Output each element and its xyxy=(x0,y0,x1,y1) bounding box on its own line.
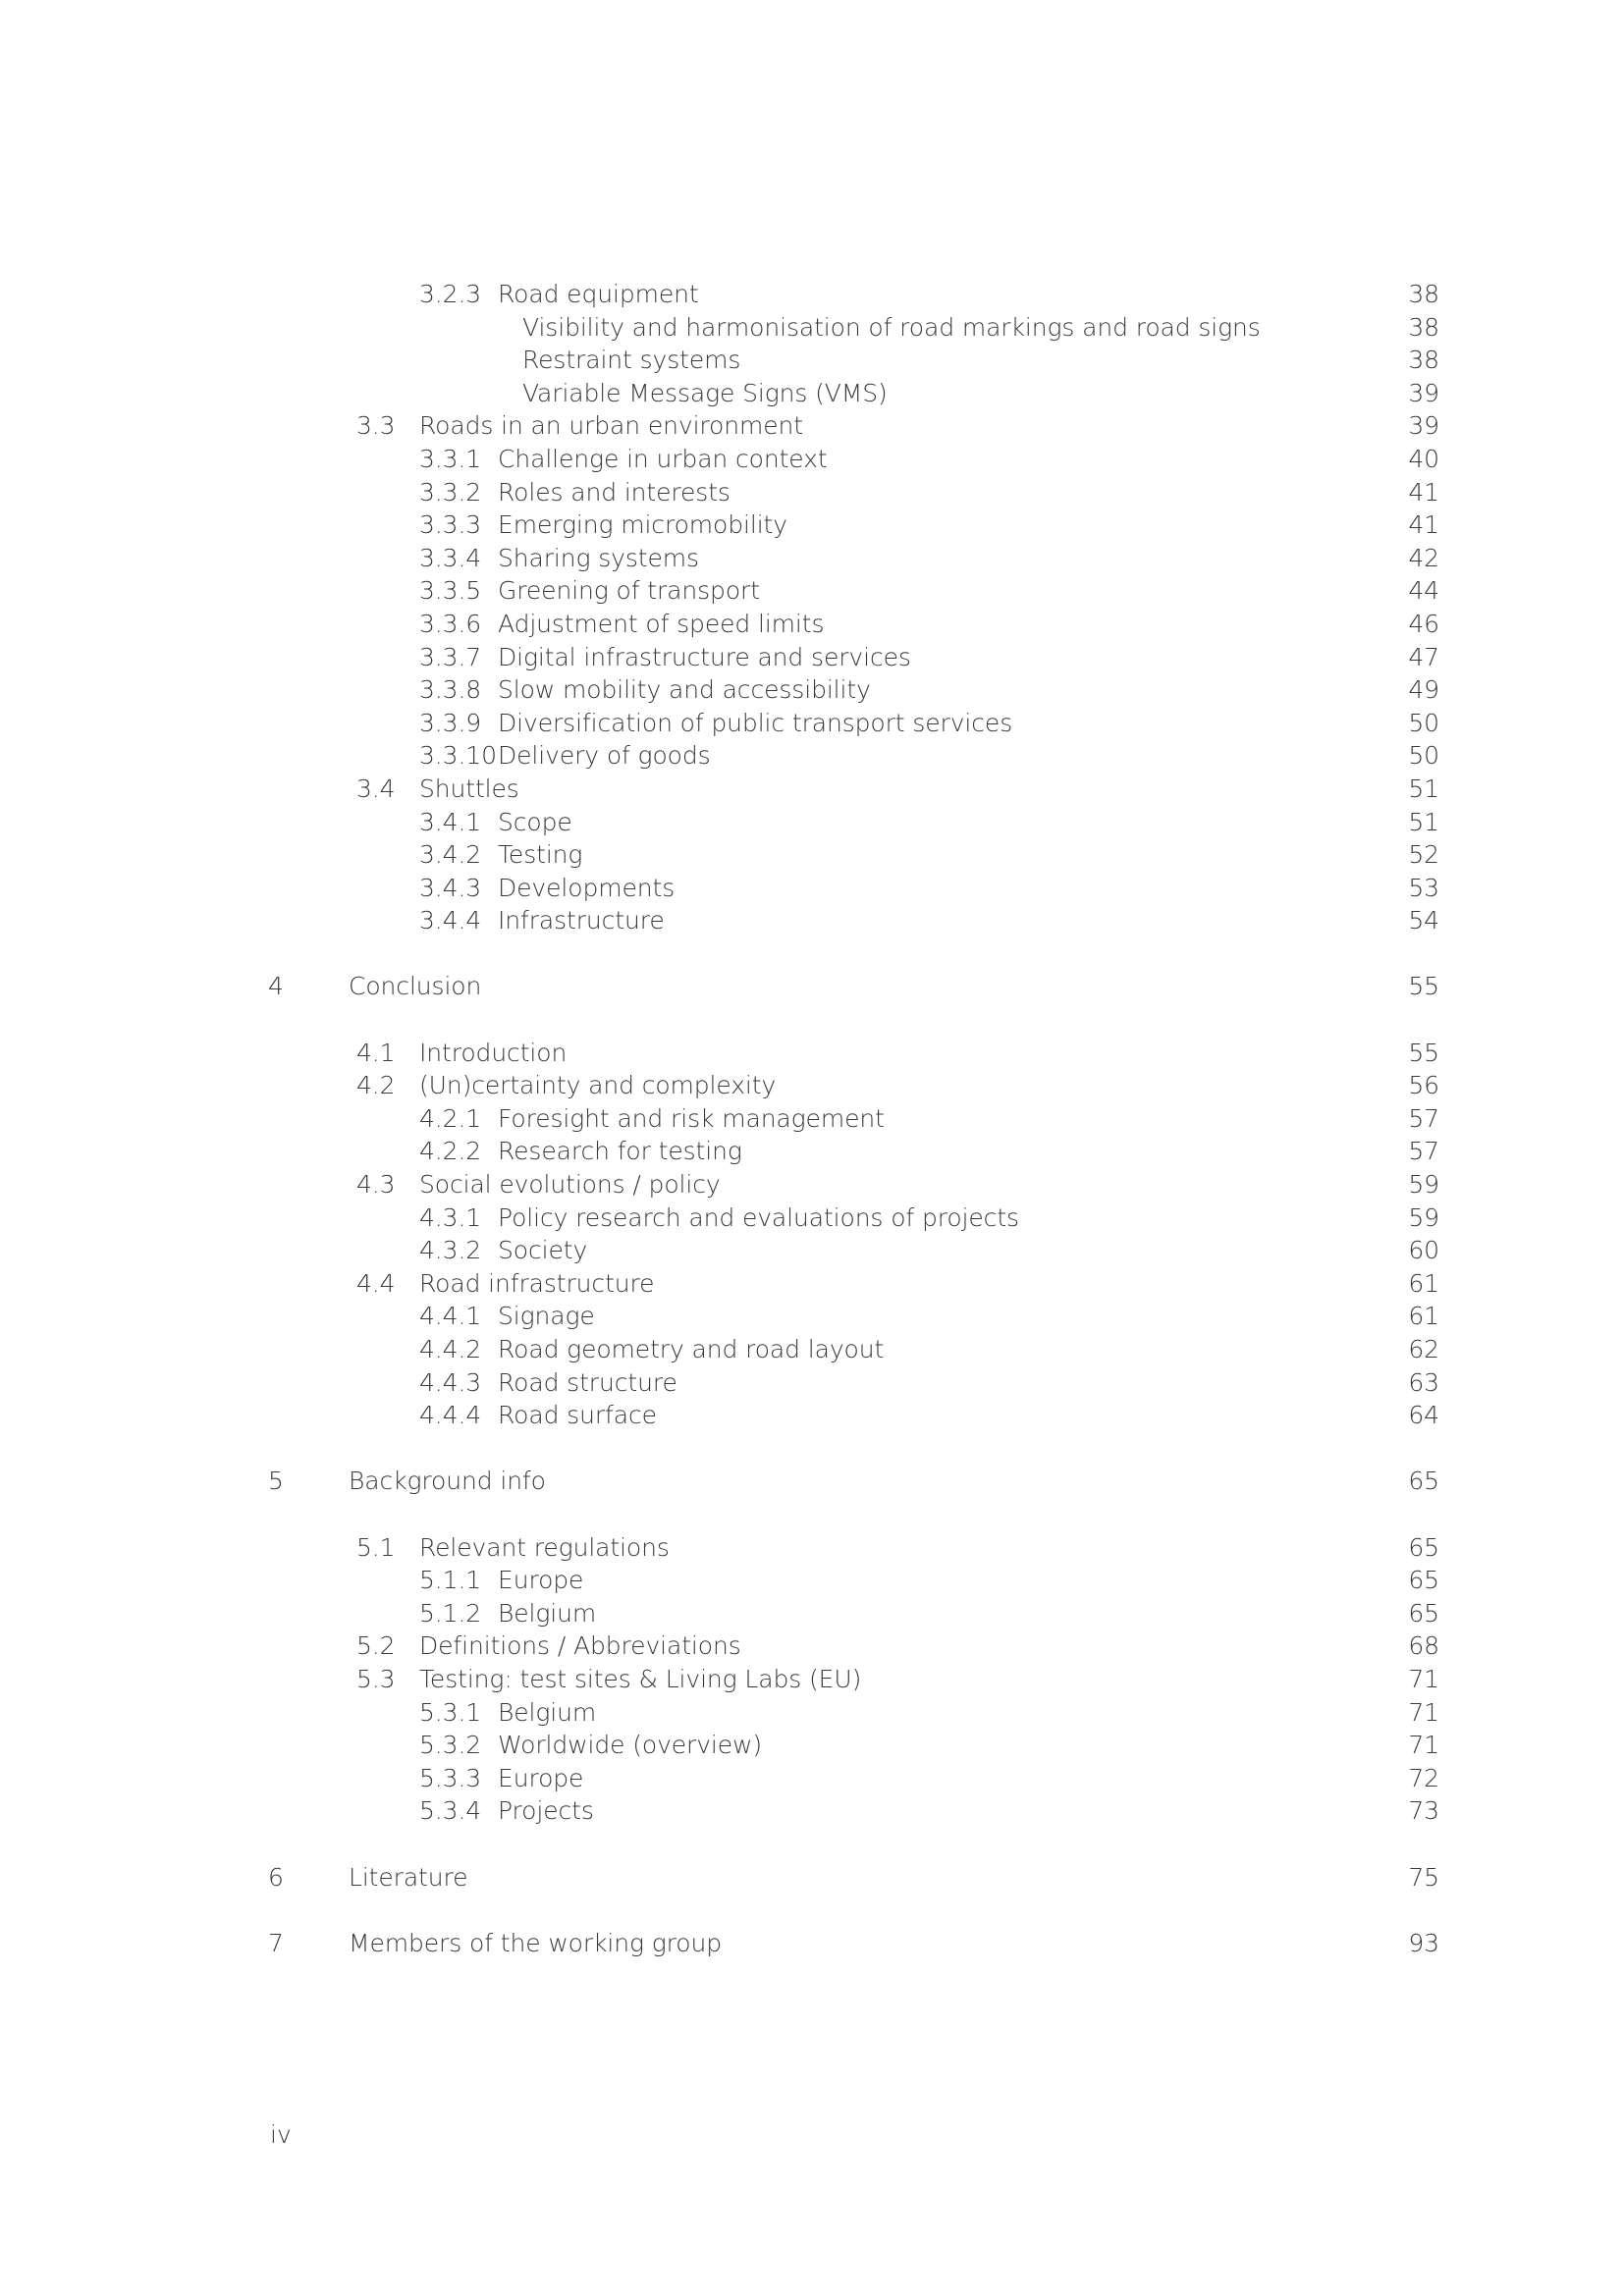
toc-entry-title: Foresight and risk management xyxy=(498,1103,885,1133)
toc-entry-title: Shuttles xyxy=(419,774,519,803)
toc-entry-number: 4 xyxy=(268,972,284,1001)
toc-entry-title: Road infrastructure xyxy=(419,1268,655,1298)
toc-entry-page: 71 xyxy=(1408,1664,1439,1693)
toc-entry-number: 4.2.2 xyxy=(419,1137,482,1166)
toc-entry[interactable] xyxy=(0,1531,1624,1565)
toc-entry-number: 4.2 xyxy=(356,1071,396,1100)
toc-entry[interactable] xyxy=(0,1069,1624,1102)
toc-entry-number: 4.2.1 xyxy=(419,1103,482,1133)
toc-entry[interactable] xyxy=(0,311,1624,345)
toc-entry[interactable] xyxy=(0,1201,1624,1235)
toc-entry-title: Emerging micromobility xyxy=(498,510,787,540)
toc-entry[interactable] xyxy=(0,443,1624,476)
toc-entry-title: Visibility and harmonisation of road markings and road signs xyxy=(522,312,1261,342)
toc-entry[interactable] xyxy=(0,1597,1624,1630)
toc-entry-number: 3.4.1 xyxy=(419,807,482,836)
toc-entry-number: 6 xyxy=(268,1862,284,1892)
toc-entry-title: Relevant regulations xyxy=(419,1532,670,1562)
toc-entry[interactable] xyxy=(0,1696,1624,1730)
toc-entry-number: 4.4.2 xyxy=(419,1335,482,1363)
toc-entry-number: 3.3.9 xyxy=(419,708,482,737)
toc-entry-title: Research for testing xyxy=(498,1137,742,1166)
toc-entry-title: Belgium xyxy=(498,1598,597,1628)
toc-entry-title: Projects xyxy=(498,1796,594,1826)
toc-entry-title: Definitions / Abbreviations xyxy=(419,1631,741,1661)
toc-entry-number: 5.3 xyxy=(356,1664,396,1693)
toc-entry-title: Worldwide (overview) xyxy=(498,1731,763,1760)
toc-entry-number: 3.3.3 xyxy=(419,510,482,540)
toc-entry-page: 62 xyxy=(1408,1335,1439,1363)
toc-entry-page: 73 xyxy=(1408,1796,1439,1826)
toc-entry-title: Europe xyxy=(498,1763,584,1792)
toc-entry[interactable] xyxy=(0,1762,1624,1795)
toc-entry[interactable] xyxy=(0,673,1624,707)
toc-entry-title: Sharing systems xyxy=(498,543,699,572)
toc-entry[interactable] xyxy=(0,1629,1624,1663)
toc-entry-number: 5.1 xyxy=(356,1532,396,1562)
toc-entry[interactable] xyxy=(0,1399,1624,1432)
toc-entry[interactable] xyxy=(0,377,1624,410)
toc-entry[interactable] xyxy=(0,806,1624,839)
toc-entry-number: 3.3.2 xyxy=(419,477,482,507)
toc-entry-page: 38 xyxy=(1408,312,1439,342)
toc-entry-number: 4.4.1 xyxy=(419,1302,482,1331)
toc-entry-number: 4.3 xyxy=(356,1170,396,1200)
toc-entry-number: 4.3.1 xyxy=(419,1202,482,1232)
toc-entry-number: 3.3.5 xyxy=(419,576,482,606)
toc-entry-page: 49 xyxy=(1408,675,1439,705)
toc-entry-page: 46 xyxy=(1408,609,1439,638)
toc-entry[interactable] xyxy=(0,1861,1624,1895)
toc-entry-number: 4.4 xyxy=(356,1268,396,1298)
toc-entry-title: Signage xyxy=(498,1302,595,1331)
toc-entry-title: Digital infrastructure and services xyxy=(498,642,911,671)
toc-entry[interactable] xyxy=(0,904,1624,937)
toc-entry-page: 71 xyxy=(1408,1731,1439,1760)
toc-entry[interactable] xyxy=(0,508,1624,542)
toc-entry-title: Restraint systems xyxy=(522,346,741,375)
toc-entry-number: 3.3.1 xyxy=(419,444,482,473)
toc-entry-number: 5 xyxy=(268,1467,284,1496)
toc-entry-page: 39 xyxy=(1408,378,1439,407)
toc-entry[interactable] xyxy=(0,1465,1624,1498)
toc-entry-page: 51 xyxy=(1408,774,1439,803)
toc-entry-page: 44 xyxy=(1408,576,1439,606)
toc-entry-page: 47 xyxy=(1408,642,1439,671)
toc-entry-number: 3.3.7 xyxy=(419,642,482,671)
toc-entry-number: 4.1 xyxy=(356,1038,396,1067)
toc-entry-page: 50 xyxy=(1408,708,1439,737)
toc-entry-page: 68 xyxy=(1408,1631,1439,1661)
toc-entry-page: 59 xyxy=(1408,1170,1439,1200)
toc-entry-title: Background info xyxy=(349,1467,546,1496)
toc-entry-page: 65 xyxy=(1408,1532,1439,1562)
toc-entry-title: Slow mobility and accessibility xyxy=(498,675,871,705)
toc-entry-title: Greening of transport xyxy=(498,576,760,606)
toc-entry-number: 3.3.8 xyxy=(419,675,482,705)
toc-entry-page: 41 xyxy=(1408,510,1439,540)
toc-entry-number: 4.4.4 xyxy=(419,1401,482,1430)
toc-entry-page: 57 xyxy=(1408,1103,1439,1133)
toc-entry-page: 71 xyxy=(1408,1697,1439,1727)
toc-entry[interactable] xyxy=(0,1300,1624,1333)
toc-entry[interactable] xyxy=(0,278,1624,311)
toc-entry-number: 4.3.2 xyxy=(419,1236,482,1265)
page-number: iv xyxy=(270,2120,292,2149)
toc-entry[interactable] xyxy=(0,1102,1624,1136)
toc-entry-number: 3.2.3 xyxy=(419,280,482,308)
toc-entry-page: 65 xyxy=(1408,1598,1439,1628)
toc-entry-page: 60 xyxy=(1408,1236,1439,1265)
toc-entry-page: 38 xyxy=(1408,346,1439,375)
toc-entry[interactable] xyxy=(0,1564,1624,1597)
toc-entry[interactable] xyxy=(0,344,1624,377)
toc-entry-number: 5.2 xyxy=(356,1631,396,1661)
toc-entry[interactable] xyxy=(0,970,1624,1003)
toc-entry-number: 3.3.10 xyxy=(419,741,497,771)
toc-entry-page: 39 xyxy=(1408,411,1439,441)
toc-entry-title: Conclusion xyxy=(349,972,482,1001)
toc-entry-page: 51 xyxy=(1408,807,1439,836)
toc-entry[interactable] xyxy=(0,1663,1624,1696)
toc-entry-title: Roads in an urban environment xyxy=(419,411,803,441)
toc-entry[interactable] xyxy=(0,1729,1624,1762)
toc-entry-title: Delivery of goods xyxy=(498,741,711,771)
toc-entry-number: 4.4.3 xyxy=(419,1367,482,1397)
toc-entry-number: 5.3.2 xyxy=(419,1731,482,1760)
toc-entry-page: 40 xyxy=(1408,444,1439,473)
toc-entry-page: 50 xyxy=(1408,741,1439,771)
toc-entry-page: 55 xyxy=(1408,1038,1439,1067)
toc-entry-page: 56 xyxy=(1408,1071,1439,1100)
toc-entry-number: 5.1.1 xyxy=(419,1566,482,1595)
toc-entry-number: 3.4.4 xyxy=(419,906,482,935)
toc-entry[interactable] xyxy=(0,1366,1624,1400)
toc-entry-number: 5.3.1 xyxy=(419,1697,482,1727)
toc-entry-title: Challenge in urban context xyxy=(498,444,828,473)
toc-entry[interactable] xyxy=(0,409,1624,443)
toc-entry-title: Testing: test sites & Living Labs (EU) xyxy=(419,1664,862,1693)
toc-entry-page: 75 xyxy=(1408,1862,1439,1892)
toc-entry-page: 65 xyxy=(1408,1566,1439,1595)
toc-entry-page: 52 xyxy=(1408,840,1439,870)
toc-entry-title: Road equipment xyxy=(498,280,699,308)
toc-entry-title: Variable Message Signs (VMS) xyxy=(522,378,888,407)
toc-entry[interactable] xyxy=(0,574,1624,608)
toc-entry-title: Scope xyxy=(498,807,572,836)
toc-entry-title: Road structure xyxy=(498,1367,677,1397)
toc-entry-title: Members of the working group xyxy=(349,1928,723,1957)
toc-entry[interactable] xyxy=(0,1794,1624,1828)
toc-entry-title: Literature xyxy=(349,1862,468,1892)
toc-entry-title: Infrastructure xyxy=(498,906,665,935)
toc-entry-title: Roles and interests xyxy=(498,477,731,507)
toc-entry[interactable] xyxy=(0,1135,1624,1168)
toc-entry[interactable] xyxy=(0,1927,1624,1960)
toc-entry[interactable] xyxy=(0,773,1624,806)
toc-entry[interactable] xyxy=(0,872,1624,905)
toc-entry-number: 5.3.3 xyxy=(419,1763,482,1792)
toc-entry-page: 38 xyxy=(1408,280,1439,308)
toc-entry-page: 41 xyxy=(1408,477,1439,507)
toc-entry[interactable] xyxy=(0,707,1624,740)
toc-entry[interactable] xyxy=(0,1267,1624,1301)
toc-entry-number: 3.3.6 xyxy=(419,609,482,638)
table-of-contents xyxy=(0,278,1624,1959)
toc-entry-page: 55 xyxy=(1408,972,1439,1001)
toc-entry-title: Social evolutions / policy xyxy=(419,1170,721,1200)
toc-entry[interactable] xyxy=(0,476,1624,509)
toc-entry-page: 53 xyxy=(1408,873,1439,902)
toc-entry-page: 42 xyxy=(1408,543,1439,572)
toc-entry[interactable] xyxy=(0,1037,1624,1070)
toc-entry[interactable] xyxy=(0,542,1624,575)
toc-entry-title: Europe xyxy=(498,1566,584,1595)
toc-entry-number: 3.3.4 xyxy=(419,543,482,572)
toc-entry-page: 64 xyxy=(1408,1401,1439,1430)
toc-entry-title: Testing xyxy=(498,840,583,870)
toc-entry[interactable] xyxy=(0,739,1624,773)
toc-entry[interactable] xyxy=(0,1234,1624,1267)
toc-entry[interactable] xyxy=(0,641,1624,674)
toc-entry-title: (Un)certainty and complexity xyxy=(419,1071,777,1100)
toc-entry[interactable] xyxy=(0,1333,1624,1366)
toc-entry-title: Developments xyxy=(498,873,676,902)
toc-entry-number: 5.1.2 xyxy=(419,1598,482,1628)
toc-entry-title: Policy research and evaluations of projects xyxy=(498,1202,1019,1232)
toc-entry-page: 54 xyxy=(1408,906,1439,935)
toc-entry-title: Road surface xyxy=(498,1401,657,1430)
toc-entry-title: Introduction xyxy=(419,1038,568,1067)
toc-entry-number: 3.4.3 xyxy=(419,873,482,902)
toc-entry-title: Road geometry and road layout xyxy=(498,1335,885,1363)
toc-entry[interactable] xyxy=(0,1168,1624,1201)
toc-entry-page: 93 xyxy=(1408,1928,1439,1957)
toc-entry-page: 57 xyxy=(1408,1137,1439,1166)
toc-entry-page: 61 xyxy=(1408,1302,1439,1331)
toc-entry-number: 3.4 xyxy=(356,774,396,803)
toc-entry-title: Belgium xyxy=(498,1697,597,1727)
toc-entry[interactable] xyxy=(0,608,1624,641)
toc-entry-title: Society xyxy=(498,1236,588,1265)
toc-entry-number: 5.3.4 xyxy=(419,1796,482,1826)
toc-entry-page: 63 xyxy=(1408,1367,1439,1397)
toc-entry-title: Diversification of public transport services xyxy=(498,708,1013,737)
toc-entry-title: Adjustment of speed limits xyxy=(498,609,825,638)
toc-entry-number: 3.4.2 xyxy=(419,840,482,870)
toc-entry-page: 61 xyxy=(1408,1268,1439,1298)
toc-entry-page: 65 xyxy=(1408,1467,1439,1496)
toc-entry-number: 7 xyxy=(268,1928,284,1957)
toc-entry[interactable] xyxy=(0,838,1624,872)
toc-entry-page: 59 xyxy=(1408,1202,1439,1232)
toc-entry-number: 3.3 xyxy=(356,411,396,441)
toc-entry-page: 72 xyxy=(1408,1763,1439,1792)
